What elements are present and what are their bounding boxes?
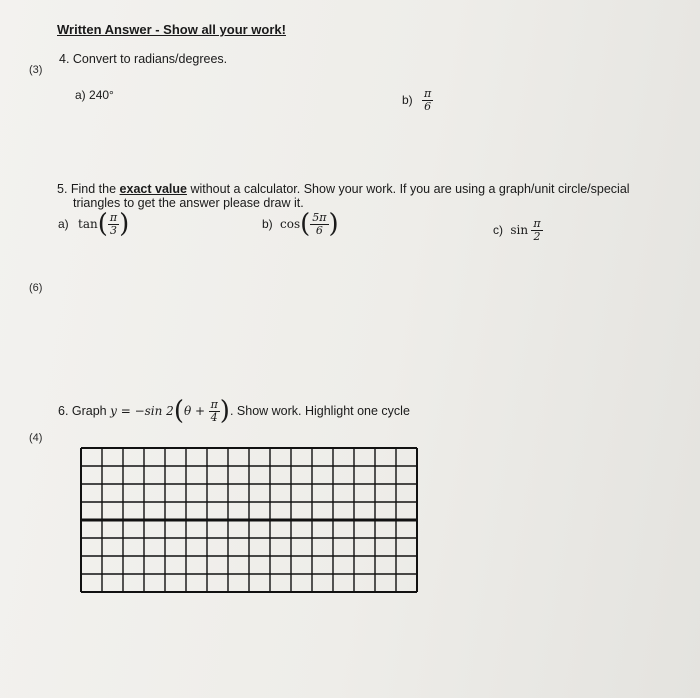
q5b-fraction xyxy=(310,212,328,236)
q4b-label: b) xyxy=(402,93,413,108)
right-paren: ) xyxy=(328,209,339,239)
left-paren: ( xyxy=(300,209,311,239)
q5c-fraction xyxy=(531,218,542,242)
q6-prompt-lead: 6. Graph xyxy=(58,404,107,418)
left-paren: ( xyxy=(97,209,108,239)
q6-points: (4) xyxy=(29,432,43,444)
q5c xyxy=(493,218,543,242)
q5-prompt-emphasis: exact value xyxy=(119,182,187,196)
q5a-fraction xyxy=(108,212,119,236)
q4b-numerator: π xyxy=(424,87,432,100)
q5-prompt-rest: without a calculator. Show your work. If you are using a graph/unit circle/special xyxy=(186,182,630,196)
q4-points: (3) xyxy=(29,64,43,76)
q4b-fraction xyxy=(422,88,433,112)
q5b-function: cos xyxy=(280,217,301,231)
q5-prompt-line2: triangles to get the answer please draw it. xyxy=(73,196,304,210)
q6-equation-theta: θ + xyxy=(183,404,206,418)
q5a-denominator: 3 xyxy=(110,223,117,237)
graph-grid[interactable] xyxy=(79,446,419,594)
q4b-denominator: 6 xyxy=(424,99,432,113)
q6-denominator: 4 xyxy=(210,410,218,424)
q4a-label: a) xyxy=(75,88,86,102)
q6-prompt xyxy=(58,398,410,424)
section-heading: Written Answer - Show all your work! xyxy=(57,22,286,37)
q6-prompt-tail: . Show work. Highlight one cycle xyxy=(229,404,410,418)
q5c-function: sin xyxy=(510,223,529,238)
q4a xyxy=(75,88,114,102)
q6-fraction xyxy=(209,399,220,423)
q5-points: (6) xyxy=(29,282,43,294)
q5b-label: b) xyxy=(262,217,273,231)
q5b xyxy=(262,211,339,237)
q4a-value: 240° xyxy=(89,88,114,102)
q5-prompt-lead: 5. Find the xyxy=(57,182,120,196)
q6-equation-left: y = −sin 2 xyxy=(110,404,174,418)
q5a-function: tan xyxy=(78,217,98,231)
q5b-numerator: 5π xyxy=(312,210,327,224)
q5a-label: a) xyxy=(58,217,69,231)
q5a-numerator: π xyxy=(109,210,118,224)
q5c-numerator: π xyxy=(533,217,541,230)
q4b xyxy=(402,88,433,112)
graph-grid-svg xyxy=(79,446,419,594)
q5b-denominator: 6 xyxy=(315,223,323,237)
right-paren: ) xyxy=(219,396,230,426)
q5c-denominator: 2 xyxy=(533,229,541,243)
q5c-label: c) xyxy=(493,223,503,238)
q4-prompt: 4. Convert to radians/degrees. xyxy=(59,52,228,66)
q5-prompt-line1 xyxy=(57,182,630,196)
left-paren: ( xyxy=(173,396,184,426)
q6-numerator: π xyxy=(210,397,218,411)
right-paren: ) xyxy=(119,209,130,239)
q5a xyxy=(58,211,129,237)
